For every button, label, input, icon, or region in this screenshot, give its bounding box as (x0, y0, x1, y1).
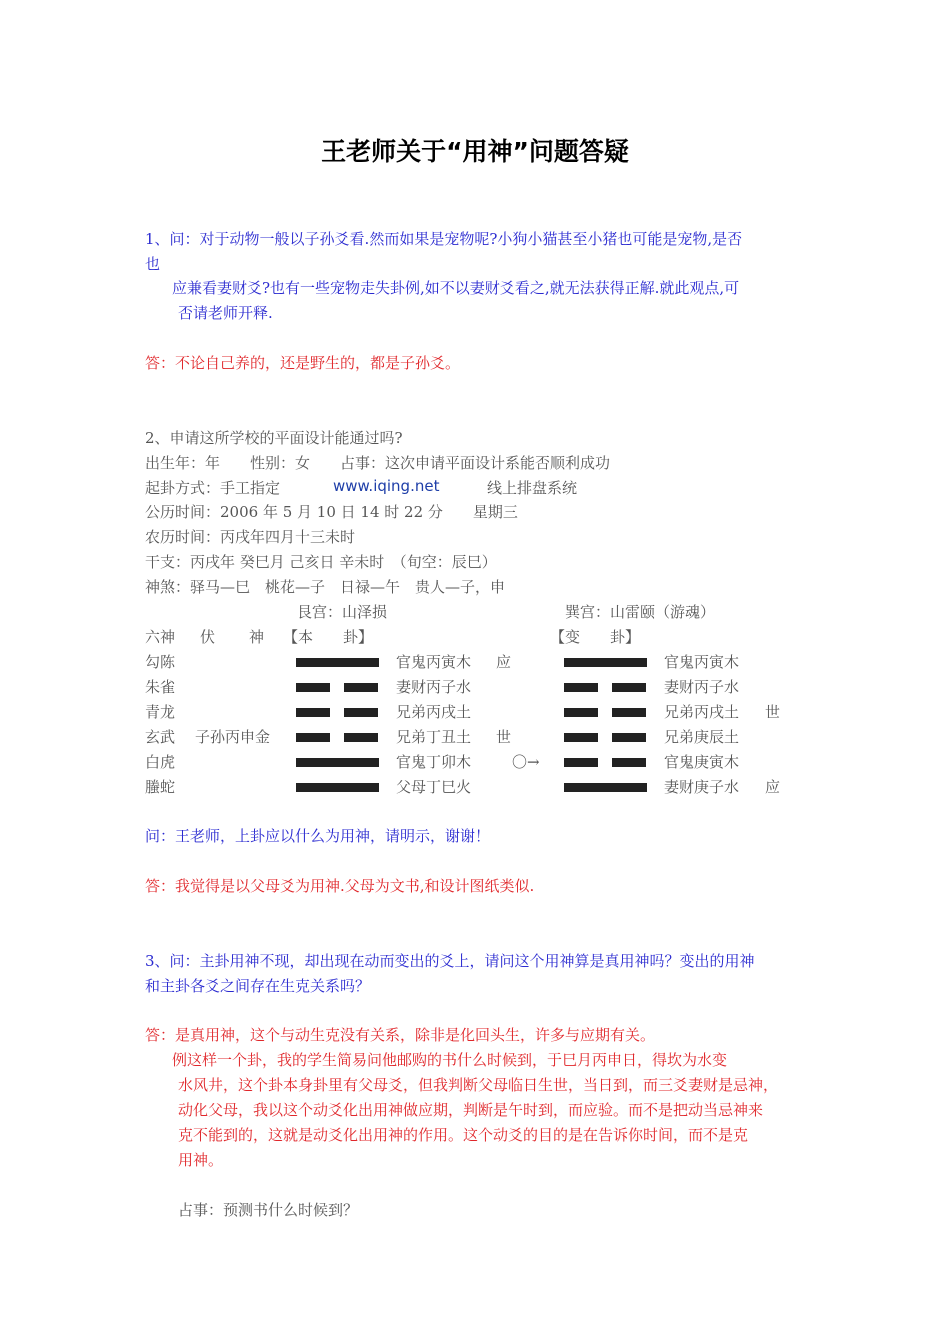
col-shen: 神 (249, 628, 265, 646)
change-yao-6-yang (564, 658, 647, 667)
col-main-gua: 【本 卦】 (283, 628, 374, 646)
main-yao-text: 父母丁巳火 (396, 778, 472, 796)
liushen-label: 白虎 (145, 753, 176, 771)
main-yao-2-yang (296, 758, 379, 767)
main-yao-4-yin-2 (344, 708, 378, 717)
change-yao-3-yin-2 (612, 733, 646, 742)
q1-question-line4: 否请老师开释. (178, 304, 273, 322)
main-yao-5-yin-1 (296, 683, 330, 692)
main-yao-text: 官鬼丁卯木 (396, 753, 472, 771)
change-yao-text: 妻财庚子水 (664, 778, 740, 796)
change-yao-text: 妻财丙子水 (664, 678, 740, 696)
change-yao-3-yin-1 (564, 733, 598, 742)
q1-question-line3: 应兼看妻财爻?也有一些宠物走失卦例,如不以妻财爻看之,就无法获得正解.就此观点,可 (172, 279, 740, 297)
main-yao-3-yin-2 (344, 733, 378, 742)
q2-shensha: 神煞：驿马—巳 桃花—子 日禄—午 贵人—子，申 (145, 578, 506, 596)
q2-system: 线上排盘系统 (487, 479, 578, 497)
col-fu: 伏 (200, 628, 216, 646)
q2-header: 2、申请这所学校的平面设计能通过吗? (145, 429, 403, 447)
q3-answer-line2: 例这样一个卦，我的学生简易问他邮购的书什么时候到，于巳月丙申日，得坎为水变 (172, 1051, 728, 1069)
q3-question-line1: 3、问：主卦用神不现，却出现在动而变出的爻上，请问这个用神算是真用神吗？变出的用神 (145, 952, 755, 970)
main-yao-text: 妻财丙子水 (396, 678, 472, 696)
change-yao-4-yin-2 (612, 708, 646, 717)
fushen-label: 子孙丙申金 (195, 728, 271, 746)
main-yao-text: 官鬼丙寅木 (396, 653, 472, 671)
change-yao-text: 兄弟丙戌土 (664, 703, 740, 721)
q2-question: 问：王老师，上卦应以什么为用神，请明示，谢谢！ (145, 827, 491, 845)
liushen-label: 勾陈 (145, 653, 176, 671)
main-shiying-mark: 世 (496, 728, 512, 746)
q2-birth-info: 出生年：年 性别：女 占事：这次申请平面设计系能否顺利成功 (145, 454, 611, 472)
main-yao-1-yang (296, 783, 379, 792)
q2-site-link[interactable]: www.iqing.net (333, 477, 440, 495)
liushen-label: 螣蛇 (145, 778, 176, 796)
col-change-gua: 【变 卦】 (550, 628, 641, 646)
col-liushen: 六神 (145, 628, 176, 646)
q3-answer-line6: 用神。 (178, 1151, 224, 1169)
q2-ganzhi: 干支：丙戌年 癸巳月 己亥日 辛未时 （旬空：辰巳） (145, 553, 497, 571)
page-title: 王老师关于“用神”问题答疑 (321, 137, 629, 166)
change-yao-2-yin-1 (564, 758, 598, 767)
q2-method: 起卦方式：手工指定 (145, 479, 281, 497)
q3-answer-line1: 答：是真用神，这个与动生克没有关系，除非是化回头生，许多与应期有关。 (145, 1026, 656, 1044)
liushen-label: 玄武 (145, 728, 176, 746)
main-yao-6-yang (296, 658, 379, 667)
q1-answer: 答：不论自己养的，还是野生的，都是子孙爻。 (145, 354, 461, 372)
q3-answer-line5: 克不能到的，这就是动爻化出用神的作用。这个动爻的目的是在告诉你时间，而不是克 (178, 1126, 749, 1144)
main-yao-3-yin-1 (296, 733, 330, 742)
main-palace: 艮宫：山泽损 (297, 603, 388, 621)
change-shiying-mark: 世 (765, 703, 781, 721)
q2-answer: 答：我觉得是以父母爻为用神.父母为文书,和设计图纸类似. (145, 877, 535, 895)
change-yao-5-yin-1 (564, 683, 598, 692)
q3-question-line2: 和主卦各爻之间存在生克关系吗？ (145, 977, 371, 995)
change-yao-1-yang (564, 783, 647, 792)
q2-solar-time: 公历时间：2006 年 5 月 10 日 14 时 22 分 星期三 (145, 503, 518, 521)
moving-line-arrow: 〇→ (512, 753, 540, 771)
q1-question-line2: 也 (145, 255, 161, 273)
change-yao-2-yin-2 (612, 758, 646, 767)
change-yao-text: 官鬼庚寅木 (664, 753, 740, 771)
main-yao-text: 兄弟丁丑土 (396, 728, 472, 746)
main-yao-5-yin-2 (344, 683, 378, 692)
q3-answer-line3: 水风井，这个卦本身卦里有父母爻，但我判断父母临日生世，当日到，而三爻妻财是忌神， (178, 1076, 779, 1094)
main-yao-4-yin-1 (296, 708, 330, 717)
liushen-label: 青龙 (145, 703, 176, 721)
main-shiying-mark: 应 (496, 653, 512, 671)
q3-zhanshi: 占事：预测书什么时候到？ (178, 1201, 359, 1219)
change-yao-5-yin-2 (612, 683, 646, 692)
change-palace: 巽宫：山雷颐（游魂） (565, 603, 716, 621)
change-yao-4-yin-1 (564, 708, 598, 717)
change-shiying-mark: 应 (765, 778, 781, 796)
liushen-label: 朱雀 (145, 678, 176, 696)
change-yao-text: 官鬼丙寅木 (664, 653, 740, 671)
q2-lunar-time: 农历时间：丙戌年四月十三未时 (145, 528, 356, 546)
main-yao-text: 兄弟丙戌土 (396, 703, 472, 721)
change-yao-text: 兄弟庚辰土 (664, 728, 740, 746)
q1-question-line1: 1、问：对于动物一般以子孙爻看.然而如果是宠物呢?小狗小猫甚至小猪也可能是宠物,是否 (145, 230, 743, 248)
q3-answer-line4: 动化父母，我以这个动爻化出用神做应期，判断是午时到，而应验。而不是把动当忌神来 (178, 1101, 764, 1119)
